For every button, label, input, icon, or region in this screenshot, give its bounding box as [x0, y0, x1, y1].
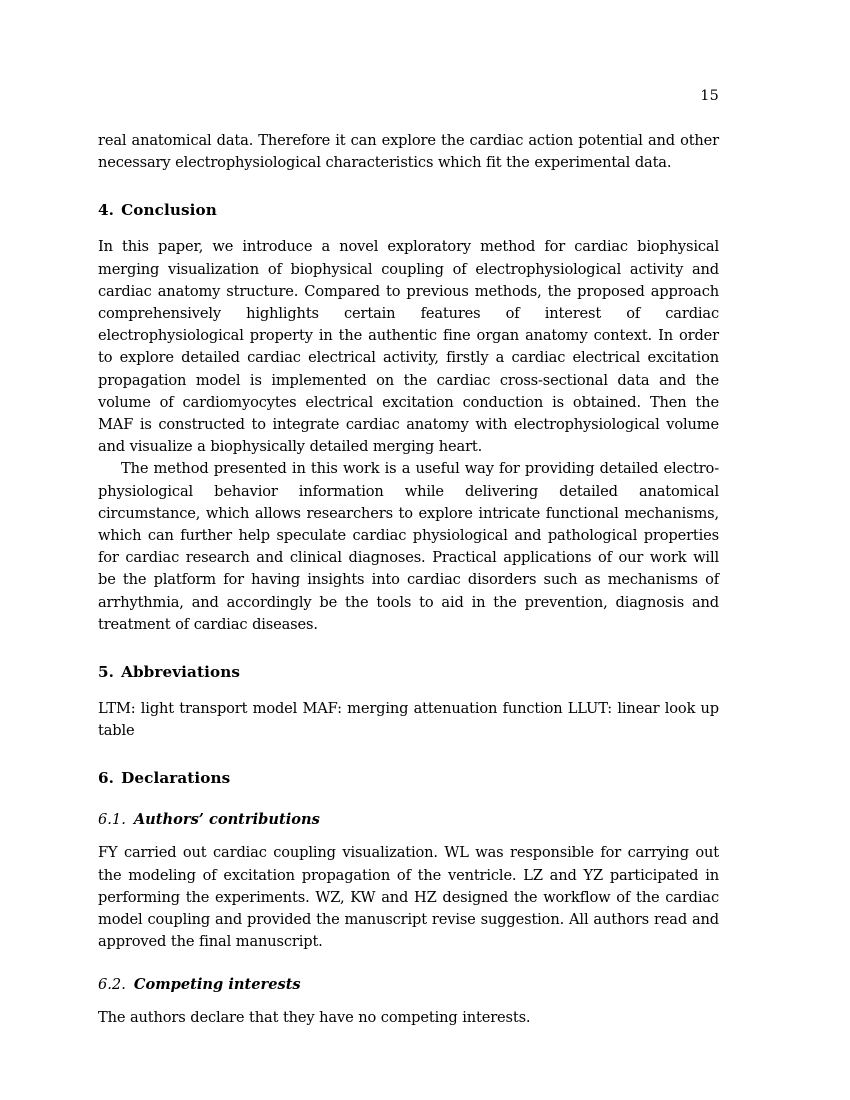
subsection-heading-competing-interests	[98, 975, 719, 995]
page-number: 15	[700, 88, 719, 104]
paragraph: The method presented in this work is a useful way for providing detailed electro-physiological behavior information while delivering detailed anatomical circumstance, which allows researchers to explore intricate functional mechanisms, which can further help speculate cardiac physiological and pathological properties for cardiac research and clinical diagnoses. Practical applications of our work will be the platform for having insights into cardiac disorders such as mechanisms of arrhythmia, and accordingly be the tools to aid in the prevention, diagnosis and treatment of cardiac diseases.	[98, 460, 719, 633]
carryover-paragraph: real anatomical data. Therefore it can explore the cardiac action potential and other necessary electrophysiological characteristics which fit the experimental data.	[98, 132, 719, 172]
spacer	[98, 830, 719, 842]
spacer	[98, 682, 719, 698]
section-title: Abbreviations	[121, 663, 240, 682]
spacer	[98, 788, 719, 810]
section-title: Conclusion	[121, 201, 217, 220]
paragraph: In this paper, we introduce a novel exploratory method for cardiac biophysical merging visualization of biophysical coupling of electrophysiological activity and cardiac anatomy structure. Compared to previous methods, the proposed approach comprehensively highlights certain features of interest of cardiac electrophysiological property in the authentic fine organ anatomy context. In order to explore detailed cardiac electrical activity, firstly a cardiac electrical excitation propagation model is implemented on the cardiac cross-sectional data and the volume of cardiomyocytes electrical excitation conduction is obtained. Then the MAF is constructed to integrate cardiac anatomy with electrophysiological volume and visualize a biophysically detailed merging heart.	[98, 238, 719, 456]
subsection-number: 6.1.	[98, 811, 126, 829]
paragraph: LTM: light transport model MAF: merging attenuation function LLUT: linear look up table	[98, 700, 719, 740]
spacer	[98, 953, 719, 975]
spacer	[98, 174, 719, 200]
subsection-heading-authors-contributions	[98, 810, 719, 830]
spacer	[98, 220, 719, 236]
section-title: Declarations	[121, 769, 231, 788]
section-number: 6.	[98, 769, 115, 788]
section-heading-abbreviations	[98, 662, 719, 682]
section-heading-conclusion	[98, 200, 719, 220]
subsection-title: Authors’ contributions	[133, 811, 320, 829]
paragraph: FY carried out cardiac coupling visualization. WL was responsible for carrying out the modeling of excitation propagation of the ventricle. LZ and YZ participated in performing the experiments. WZ, KW and HZ designed the workflow of the cardiac model coupling and provided the manuscript revise suggestion. All authors read and approved the final manuscript.	[98, 844, 719, 951]
page-text-column	[98, 86, 719, 1030]
spacer	[98, 742, 719, 768]
spacer	[98, 636, 719, 662]
section-number: 5.	[98, 663, 115, 682]
subsection-title: Competing interests	[133, 976, 301, 994]
section-heading-declarations	[98, 768, 719, 788]
section-number: 4.	[98, 201, 115, 220]
spacer	[98, 995, 719, 1007]
paragraph: The authors declare that they have no competing interests.	[98, 1009, 531, 1027]
subsection-number: 6.2.	[98, 976, 126, 994]
